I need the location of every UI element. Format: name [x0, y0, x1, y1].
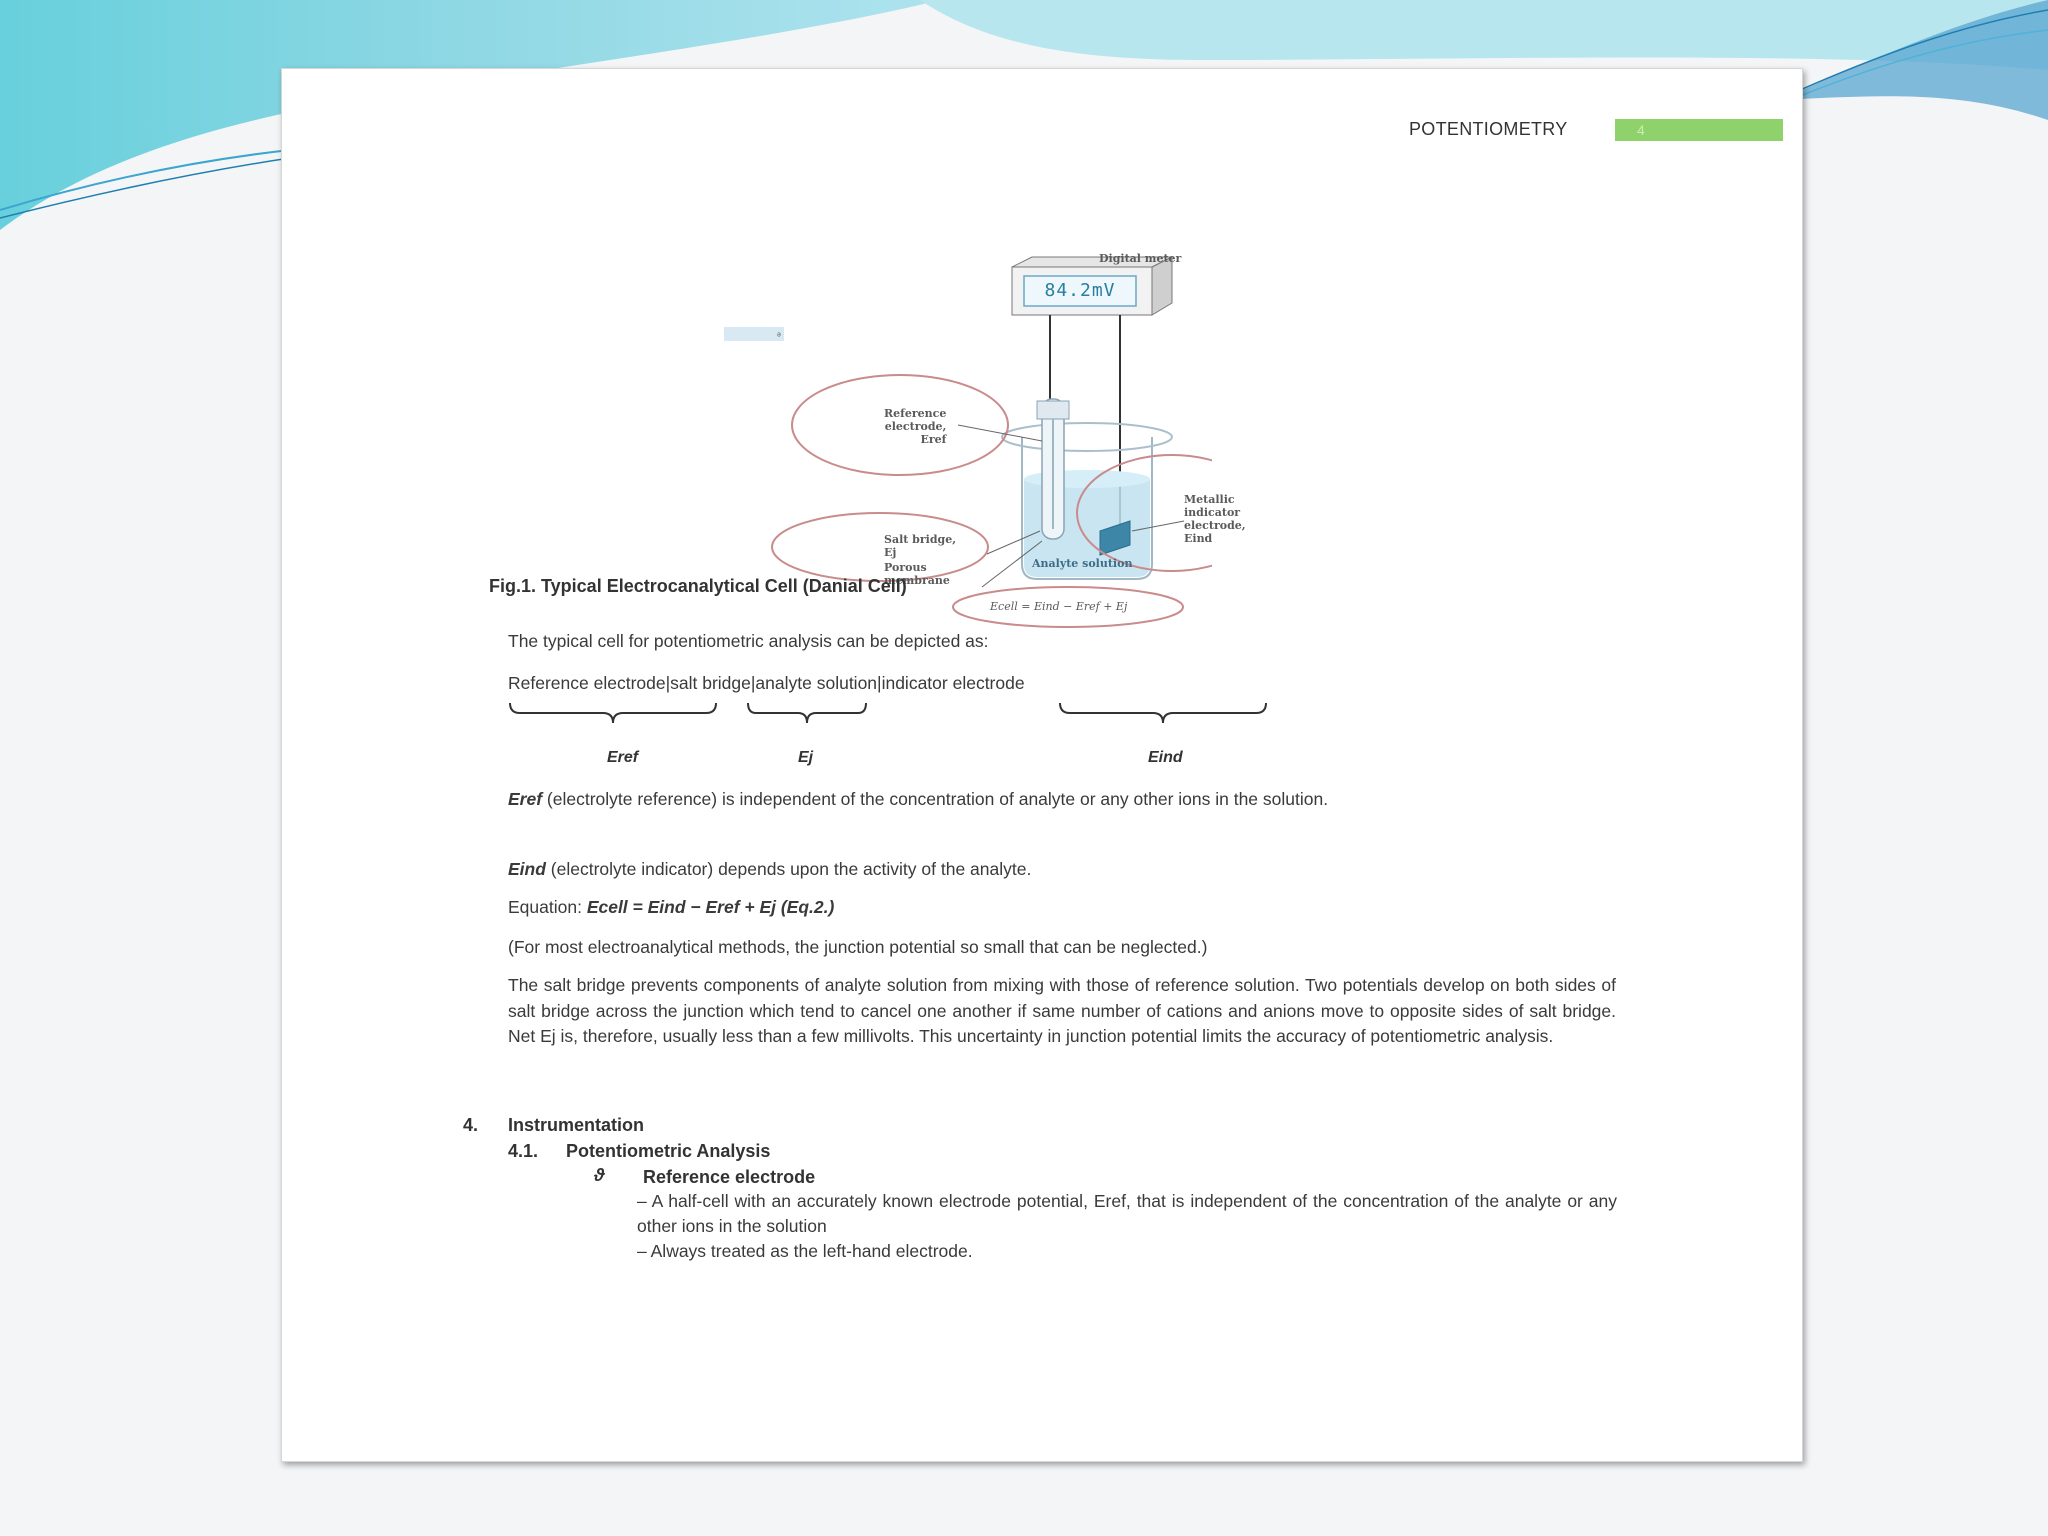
brace-eind [1058, 701, 1268, 731]
bullet-icon: ϑ [594, 1165, 605, 1185]
meter-label: Digital meter [1099, 252, 1182, 265]
figure-caption: Fig.1. Typical Electrocanalytical Cell (Danial Cell) [489, 576, 907, 596]
equation: Ecell = Eind − Eref + Ej (Eq.2.) [586, 897, 835, 917]
eind-description [508, 857, 1616, 882]
page-number-bar: 4 [1615, 119, 1783, 141]
reference-electrode-note: – Always treated as the left-hand electrode. [637, 1241, 973, 1261]
reference-electrode-definition: – A half-cell with an accurately known electrode potential, Eref, that is independent of the concentration of the analyte or any other ions in the solution [637, 1191, 1617, 1236]
figure-marker [724, 327, 784, 341]
cell-diagram [512, 179, 1212, 639]
eind-symbol: Eind [508, 859, 546, 879]
reference-electrode-heading: Reference electrode [643, 1167, 816, 1187]
meter-box-side [1152, 257, 1172, 315]
subsection-number: 4.1. [508, 1141, 539, 1161]
section-title: Instrumentation [508, 1115, 645, 1135]
brace-ej [746, 701, 868, 731]
subsection-title: Potentiometric Analysis [566, 1141, 771, 1161]
porous-membrane-label: Porous membrane [884, 561, 950, 587]
intro-text: The typical cell for potentiometric analysis can be depicted as: [508, 631, 989, 651]
junction-note: (For most electroanalytical methods, the junction potential so small that can be neglected.) [508, 937, 1208, 957]
salt-bridge-label: Salt bridge, Ej [884, 533, 957, 559]
brace-label-eref: Eref [607, 749, 639, 766]
brace-eref [508, 701, 718, 731]
cell-notation: Reference electrode|salt bridge|analyte solution|indicator electrode [508, 673, 1025, 693]
brace-label-ej: Ej [798, 749, 814, 766]
eref-description [508, 787, 1616, 812]
equation-line [508, 895, 1616, 920]
eref-text: (electrolyte reference) is independent of the concentration of analyte or any other ions in the solution. [542, 789, 1329, 809]
metallic-electrode-label: Metallic indicator electrode, Eind [1184, 493, 1246, 545]
svg-text:ᵊ: ᵊ [777, 331, 781, 342]
brace-label-eind: Eind [1148, 749, 1183, 766]
equation-label: Equation: [508, 897, 587, 917]
figure-equation: Ecell = Eind − Eref + Ej [990, 600, 1128, 613]
eind-text: (electrolyte indicator) depends upon the activity of the analyte. [545, 859, 1032, 879]
section-number: 4. [463, 1115, 479, 1135]
salt-bridge-paragraph: The salt bridge prevents components of analyte solution from mixing with those of reference solution. Two potentials develop on both sides of salt bridge across the junction which tend to cancel one another if same number of cations and anions move to opposite sides of salt bridge. Net Ej is, therefore, usually less than a few millivolts. This uncertainty in junction potential limits the accuracy of potentiometric analysis. [508, 975, 1616, 1046]
analyte-solution-label: Analyte solution [1032, 557, 1133, 570]
cell-figure [512, 179, 1246, 639]
running-head: POTENTIOMETRY [1409, 119, 1568, 139]
eref-symbol: Eref [508, 789, 543, 809]
reference-electrode-label: Reference electrode, Eref [884, 407, 947, 446]
document-page [281, 68, 1803, 1462]
meter-reading: 84.2mV [1044, 280, 1116, 301]
